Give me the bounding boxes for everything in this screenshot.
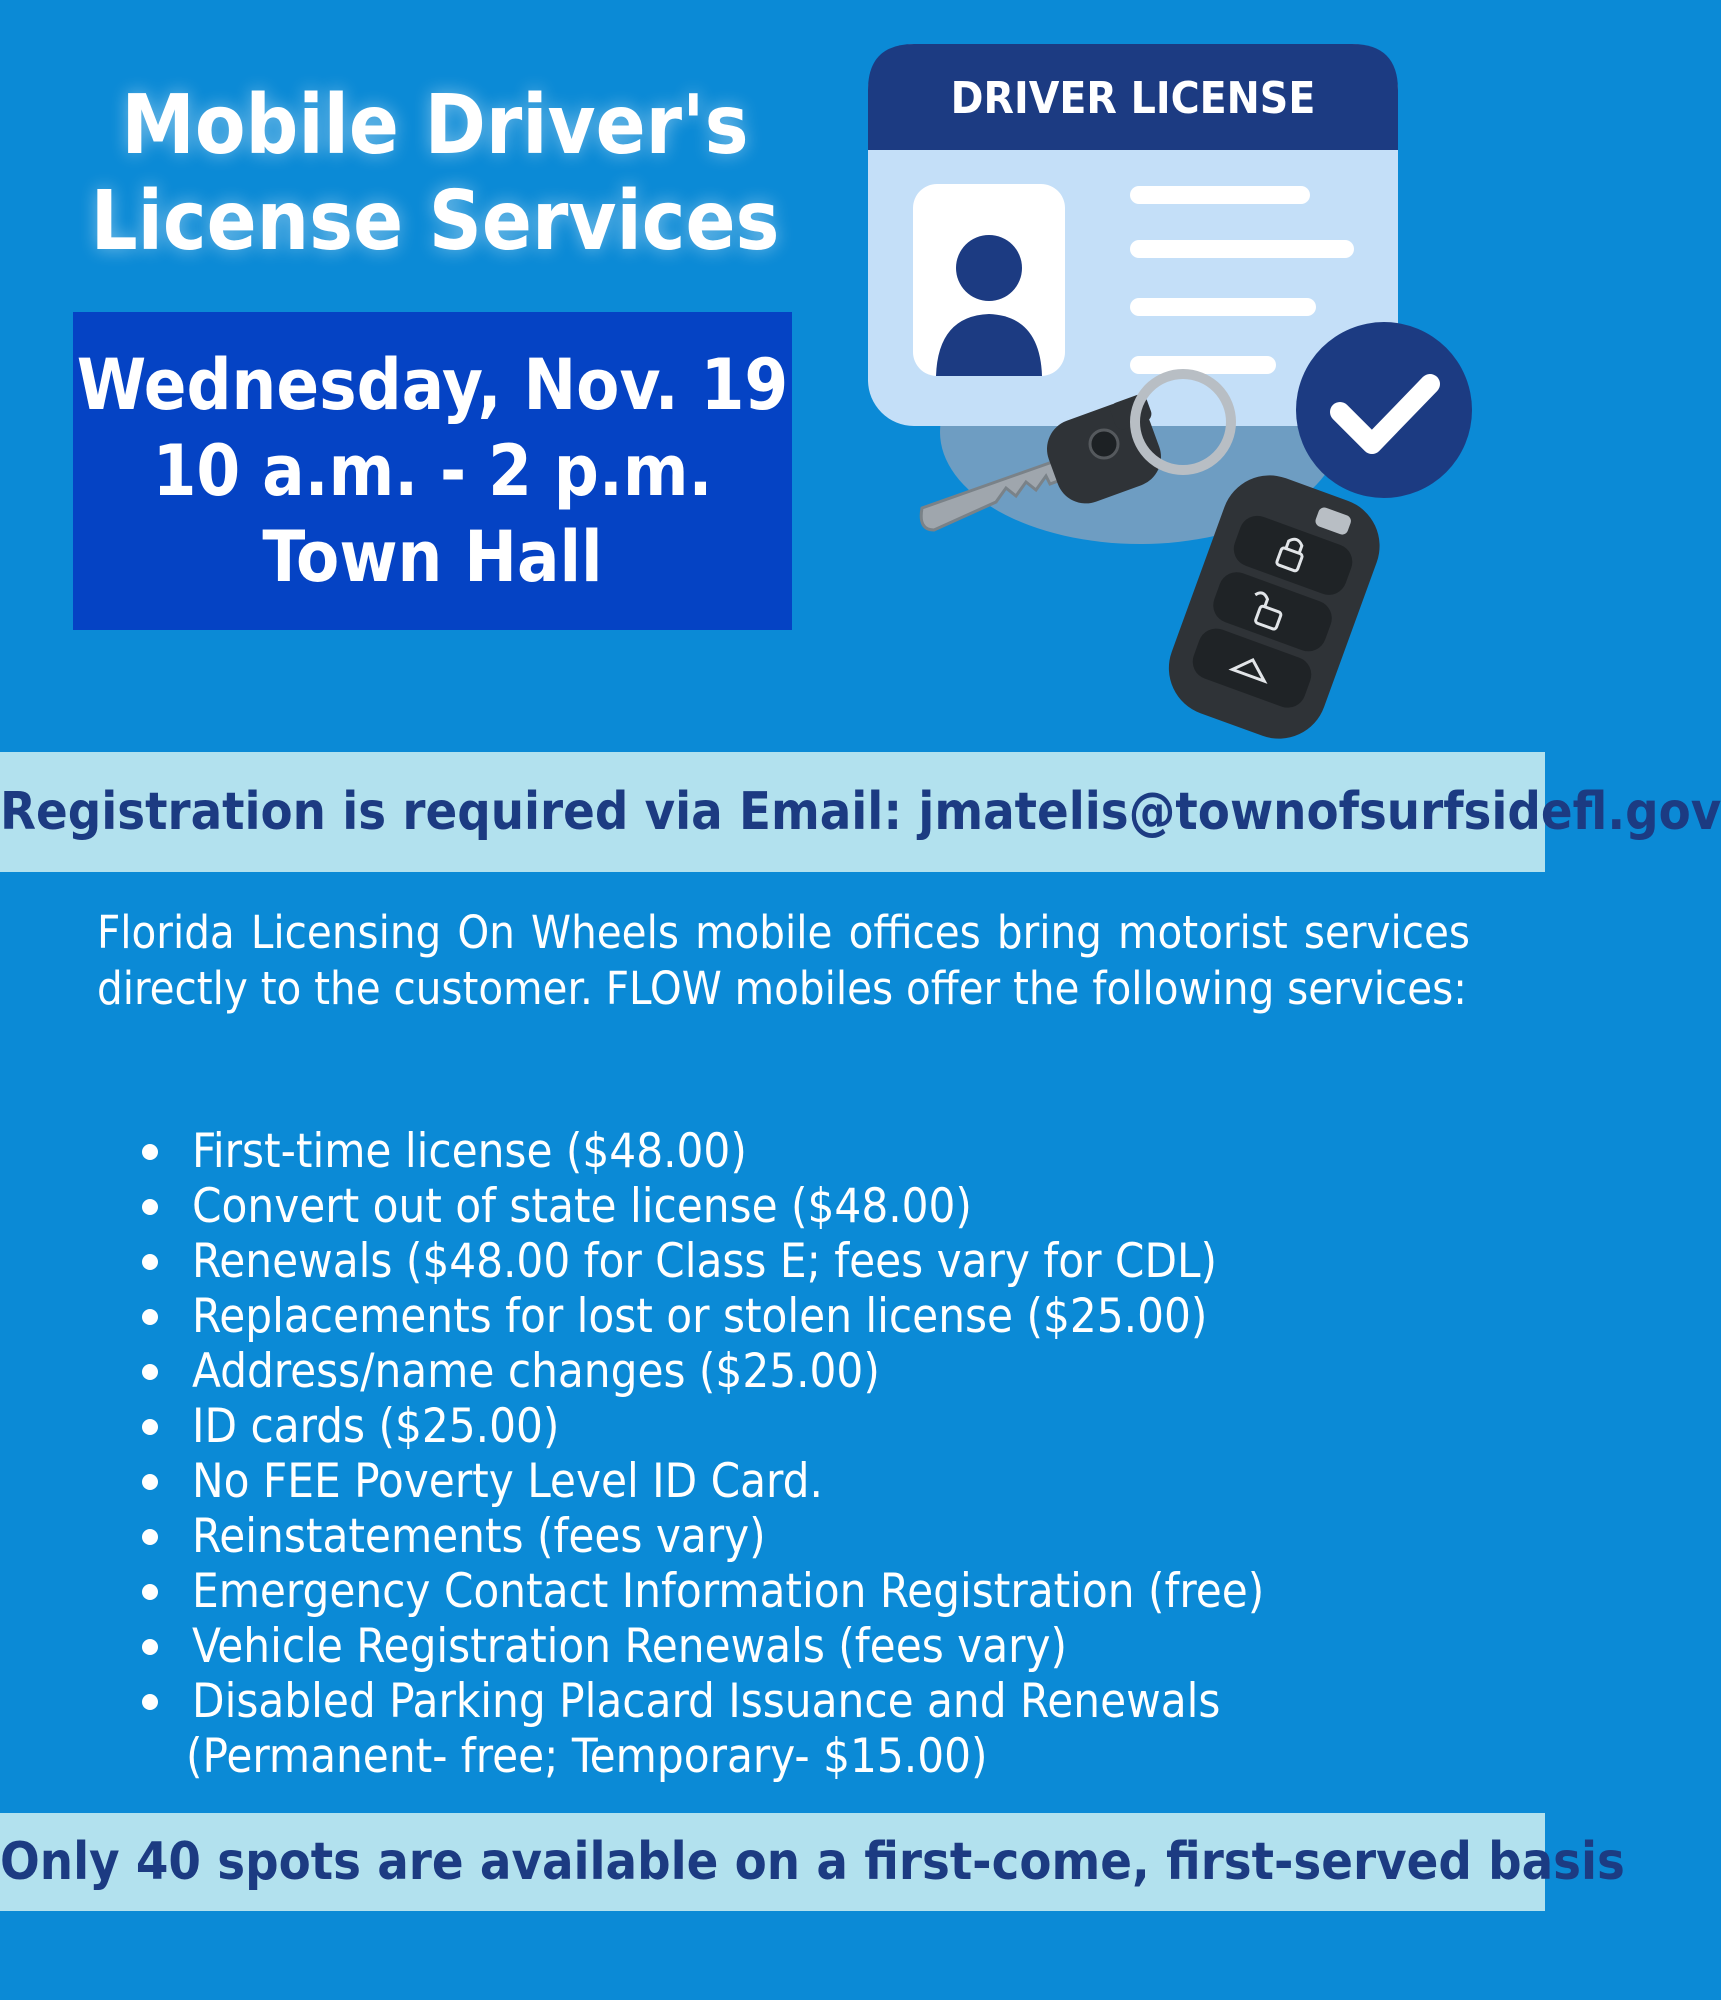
service-text: ID cards ($25.00) — [192, 1399, 560, 1454]
service-text: Replacements for lost or stolen license ($25.00) — [192, 1289, 1208, 1344]
bullet-icon — [142, 1694, 158, 1710]
list-item — [140, 1619, 1500, 1674]
page-title — [40, 78, 830, 270]
list-item — [140, 1179, 1500, 1234]
list-item — [140, 1564, 1500, 1619]
list-item — [140, 1454, 1500, 1509]
title-line-1: Mobile Driver's — [121, 78, 749, 173]
availability-banner — [0, 1813, 1625, 1911]
service-text: Address/name changes ($25.00) — [192, 1344, 880, 1399]
bullet-icon — [142, 1199, 158, 1215]
driver-license-illustration — [850, 30, 1490, 720]
bullet-icon — [142, 1639, 158, 1655]
service-subtext: (Permanent- free; Temporary- $15.00) — [186, 1729, 988, 1784]
bullet-icon — [142, 1419, 158, 1435]
list-item — [140, 1344, 1500, 1399]
services-list — [140, 1124, 1500, 1784]
list-item — [140, 1509, 1500, 1564]
service-text: Reinstatements (fees vary) — [192, 1509, 766, 1564]
bullet-icon — [142, 1584, 158, 1600]
list-item — [140, 1234, 1500, 1289]
event-date: Wednesday, Nov. 19 — [76, 344, 789, 426]
list-item — [140, 1289, 1500, 1344]
bullet-icon — [142, 1529, 158, 1545]
bullet-icon — [142, 1309, 158, 1325]
list-item — [140, 1399, 1500, 1454]
event-time: 10 a.m. - 2 p.m. — [152, 430, 713, 512]
service-text: Convert out of state license ($48.00) — [192, 1179, 972, 1234]
bullet-icon — [142, 1144, 158, 1160]
service-text: First-time license ($48.00) — [192, 1124, 747, 1179]
checkmark-icon — [1296, 322, 1472, 498]
service-text: Emergency Contact Information Registration (free) — [192, 1564, 1265, 1619]
service-text: No FEE Poverty Level ID Card. — [192, 1454, 823, 1509]
title-line-2: License Services — [90, 174, 780, 269]
bullet-icon — [142, 1364, 158, 1380]
service-text: Disabled Parking Placard Issuance and Renewals — [192, 1674, 1221, 1729]
service-text: Renewals ($48.00 for Class E; fees vary for CDL) — [192, 1234, 1218, 1289]
intro-paragraph: Florida Licensing On Wheels mobile offices bring motorist services directly to the customer. FLOW mobiles offer the following services: — [97, 906, 1470, 1015]
service-text: Vehicle Registration Renewals (fees vary) — [192, 1619, 1067, 1674]
availability-text: Only 40 spots are available on a first-come, first-served basis — [0, 1832, 1625, 1892]
registration-text: Registration is required via Email: jmatelis@townofsurfsidefl.gov — [0, 782, 1721, 842]
bullet-icon — [142, 1254, 158, 1270]
bullet-icon — [142, 1474, 158, 1490]
event-location: Town Hall — [262, 516, 603, 598]
card-label: DRIVER LICENSE — [950, 73, 1316, 124]
list-item — [140, 1124, 1500, 1179]
event-details-box — [73, 312, 792, 630]
registration-banner — [0, 752, 1721, 872]
list-item — [140, 1674, 1500, 1784]
